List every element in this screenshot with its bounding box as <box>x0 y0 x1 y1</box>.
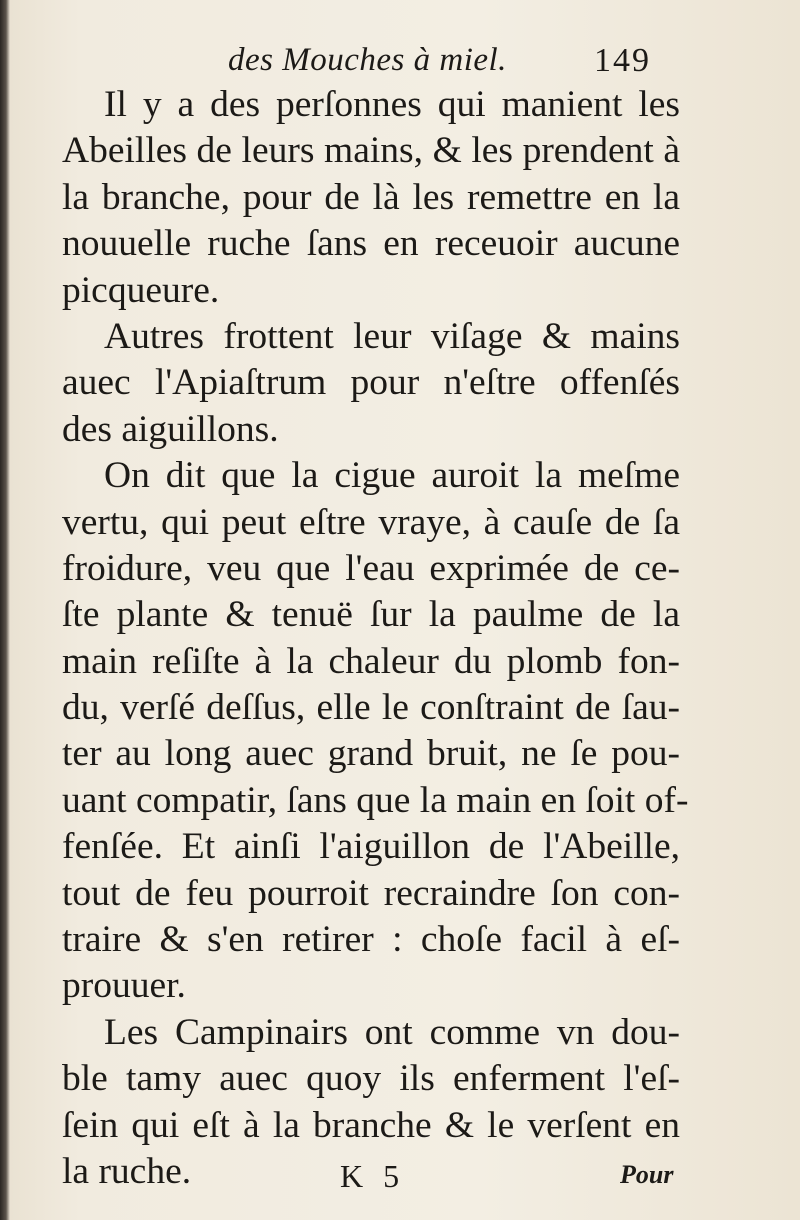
text-line: Les Campinairs ont comme vn dou- <box>104 1011 680 1053</box>
text-line: Il y a des perſonnes qui manient les <box>104 84 680 125</box>
text-line: la ruche. <box>62 1150 192 1192</box>
text-line: traire & s'en retirer : choſe facil à eſ- <box>62 919 680 961</box>
text-line: auec l'Apiaſtrum pour n'eſtre offenſés <box>62 362 680 404</box>
text-line: uant compatir, ſans que la main en ſoit of- <box>62 779 689 821</box>
text-line: ble tamy auec quoy ils enferment l'eſ- <box>62 1058 680 1100</box>
text-line: Autres frottent leur viſage & mains <box>104 315 680 357</box>
text-line: nouuelle ruche ſans en receuoir aucune <box>62 223 680 265</box>
text-line: ſte plante & tenuë ſur la paulme de la <box>62 594 680 636</box>
body-text <box>62 82 689 1195</box>
text-line: main reſiſte à la chaleur du plomb fon- <box>62 640 680 682</box>
text-line: ter au long auec grand bruit, ne ſe pou- <box>62 733 680 775</box>
text-line: tout de feu pourroit recraindre ſon con- <box>62 872 680 914</box>
text-line: fenſée. Et ainſi l'aiguillon de l'Abeille, <box>62 826 680 868</box>
text-line: des aiguillons. <box>62 408 279 450</box>
signature-mark: K 5 <box>340 1158 406 1194</box>
text-line: picqueure. <box>62 269 220 311</box>
text-line: ſein qui eſt à la branche & le verſent en <box>62 1104 680 1146</box>
text-line: la branche, pour de là les remettre en la <box>62 176 680 218</box>
page-gutter-shadow <box>0 0 10 1220</box>
catchword: Pour <box>620 1160 674 1189</box>
text-line: froidure, veu que l'eau exprimée de ce- <box>62 547 680 589</box>
text-line: On dit que la cigue auroit la meſme <box>104 455 680 497</box>
running-title: des Mouches à miel. <box>228 42 507 78</box>
text-line: prouuer. <box>62 965 186 1007</box>
page-header <box>0 28 800 88</box>
page-number: 149 <box>594 42 651 79</box>
text-line: vertu, qui peut eſtre vraye, à cauſe de ſa <box>62 501 680 543</box>
text-line: du, verſé deſſus, elle le conſtraint de ſau- <box>62 687 680 729</box>
page-footer <box>0 1158 800 1198</box>
text-line: Abeilles de leurs mains, & les prendent à <box>62 130 680 172</box>
